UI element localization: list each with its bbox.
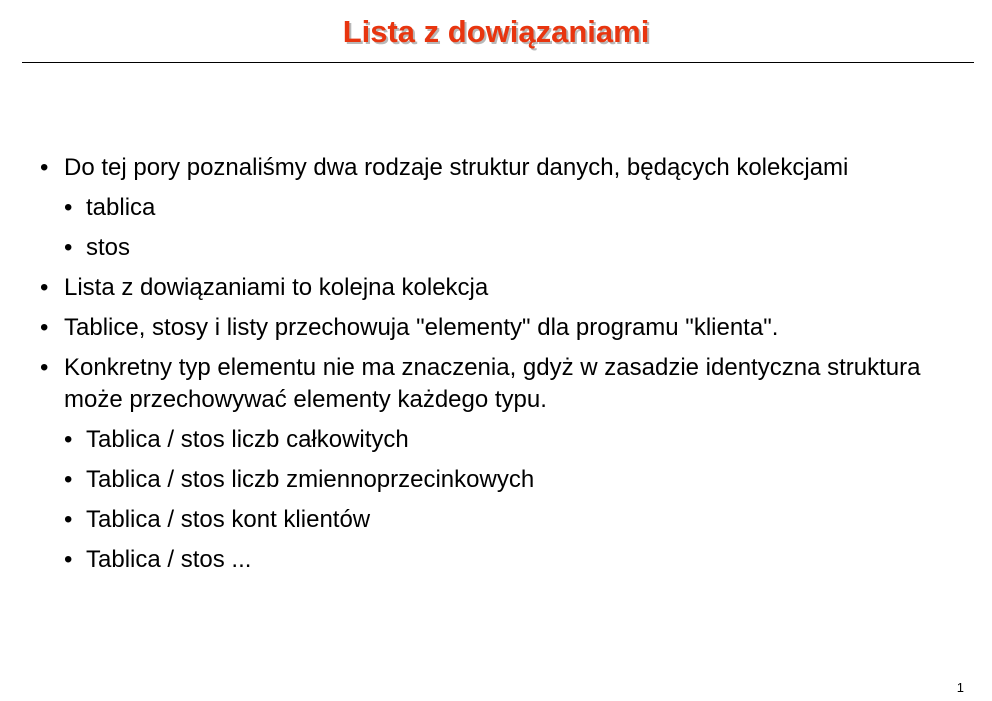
bullet-text: Tablica / stos kont klientów bbox=[86, 506, 371, 533]
bullet-marker: • bbox=[40, 274, 49, 301]
bullet-marker: • bbox=[64, 546, 73, 573]
slide-title: Lista z dowiązaniami bbox=[342, 14, 650, 49]
bullet-item bbox=[40, 152, 940, 184]
bullet-text: Tablice, stosy i listy przechowuja "elementy" dla programu "klienta". bbox=[64, 314, 779, 341]
bullet-marker: • bbox=[40, 354, 49, 381]
page-number: 1 bbox=[956, 680, 964, 695]
bullet-text: stos bbox=[86, 234, 131, 261]
bullet-item bbox=[40, 352, 940, 416]
bullet-text: Tablica / stos liczb całkowitych bbox=[86, 426, 409, 453]
sub-bullet-item bbox=[64, 544, 940, 576]
bullet-marker: • bbox=[64, 466, 73, 493]
bullet-list bbox=[40, 152, 940, 584]
bullet-text: Tablica / stos liczb zmiennoprzecinkowych bbox=[86, 466, 535, 493]
bullet-marker: • bbox=[64, 194, 73, 221]
bullet-marker: • bbox=[64, 506, 73, 533]
title-divider bbox=[22, 62, 974, 63]
bullet-marker: • bbox=[40, 154, 49, 181]
sub-bullet-item bbox=[64, 464, 940, 496]
bullet-text: tablica bbox=[86, 194, 156, 221]
bullet-marker: • bbox=[64, 426, 73, 453]
sub-bullet-item bbox=[64, 232, 940, 264]
bullet-text: Do tej pory poznaliśmy dwa rodzaje struktur danych, będących kolekcjami bbox=[64, 154, 849, 181]
sub-bullet-item bbox=[64, 504, 940, 536]
sub-bullet-item bbox=[64, 424, 940, 456]
bullet-text: Konkretny typ elementu nie ma znaczenia, gdyż w zasadzie identyczna struktura może przechowywać elementy każdego typu. bbox=[64, 354, 921, 413]
bullet-item bbox=[40, 272, 940, 304]
bullet-text: Tablica / stos ... bbox=[86, 546, 252, 573]
sub-bullet-item bbox=[64, 192, 940, 224]
bullet-text: Lista z dowiązaniami to kolejna kolekcja bbox=[64, 274, 489, 301]
bullet-marker: • bbox=[64, 234, 73, 261]
bullet-item bbox=[40, 312, 940, 344]
bullet-marker: • bbox=[40, 314, 49, 341]
